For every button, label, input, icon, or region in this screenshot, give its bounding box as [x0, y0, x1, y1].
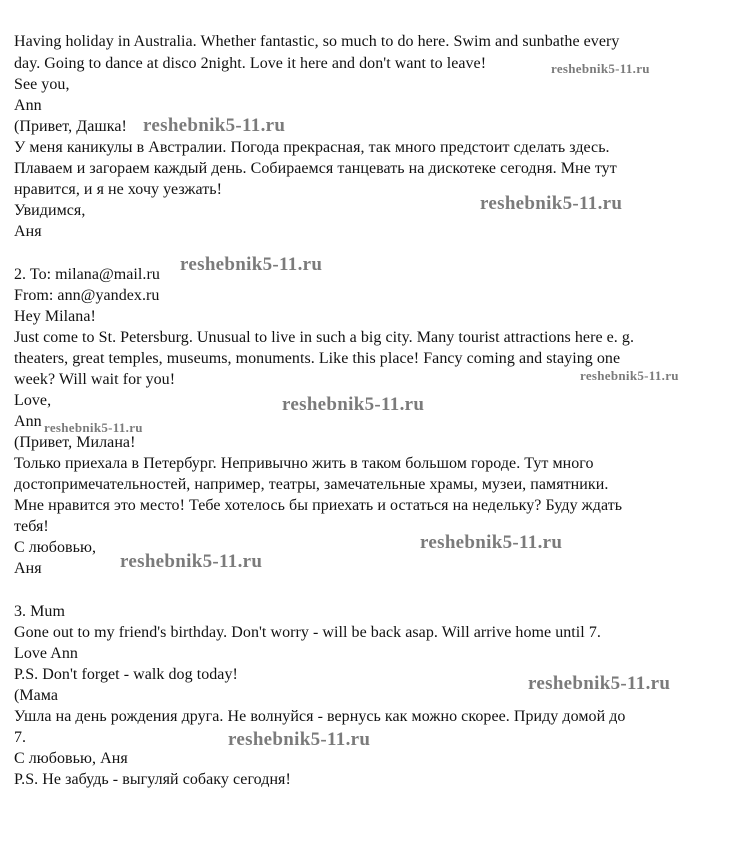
text-line: достопримечательностей, например, театры, замечательные храмы, музеи, памятники. [14, 476, 609, 493]
text-line: Gone out to my friend's birthday. Don't worry - will be back asap. Will arrive home until 7. [14, 624, 601, 641]
watermark: reshebnik5-11.ru [44, 420, 143, 435]
text-line: Just come to St. Petersburg. Unusual to live in such a big city. Many tourist attractions here e. g. [14, 329, 635, 346]
watermark: reshebnik5-11.ru [143, 115, 286, 136]
text-line: Ушла на день рождения друга. Не волнуйся - вернусь как можно скорее. Приду домой до [14, 708, 626, 725]
text-line: P.S. Don't forget - walk dog today! [14, 666, 238, 683]
text-line: theaters, great temples, museums, monuments. Like this place! Fancy coming and staying one [14, 350, 621, 367]
watermark: reshebnik5-11.ru [228, 729, 371, 750]
watermark: reshebnik5-11.ru [120, 551, 263, 572]
text-line: С любовью, Аня [14, 750, 128, 767]
text-line: Ann [14, 413, 42, 430]
text-line: У меня каникулы в Австралии. Погода прекрасная, так много предстоит сделать здесь. [14, 139, 610, 156]
text-line: Только приехала в Петербург. Непривычно жить в таком большом городе. Тут много [14, 455, 594, 472]
text-line: 7. [14, 729, 27, 746]
watermark: reshebnik5-11.ru [528, 673, 671, 694]
text-line: Аня [14, 223, 42, 240]
text-line: From: ann@yandex.ru [14, 287, 160, 304]
watermark: reshebnik5-11.ru [420, 532, 563, 553]
watermark: reshebnik5-11.ru [580, 368, 679, 383]
text-line: Having holiday in Australia. Whether fantastic, so much to do here. Swim and sunbathe every [14, 33, 620, 50]
text-line: (Привет, Милана! [14, 434, 136, 451]
text-line: day. Going to dance at disco 2night. Love it here and don't want to leave! [14, 55, 487, 72]
watermark: reshebnik5-11.ru [282, 394, 425, 415]
watermark: reshebnik5-11.ru [480, 193, 623, 214]
text-line: Love Ann [14, 645, 78, 662]
text-line: тебя! [14, 518, 49, 535]
watermark: reshebnik5-11.ru [180, 254, 323, 275]
text-line: (Мама [14, 687, 59, 704]
text-line: Плаваем и загораем каждый день. Собираемся танцевать на дискотеке сегодня. Мне тут [14, 160, 617, 177]
text-line: Аня [14, 560, 42, 577]
watermark: reshebnik5-11.ru [551, 61, 650, 76]
text-line: See you, [14, 76, 70, 93]
text-line: Мне нравится это место! Тебе хотелось бы приехать и остаться на недельку? Буду ждать [14, 497, 623, 514]
text-line: Hey Milana! [14, 308, 96, 325]
text-line: P.S. Не забудь - выгуляй собаку сегодня! [14, 771, 291, 788]
text-line: С любовью, [14, 539, 97, 556]
section-heading: 2. To: milana@mail.ru [14, 266, 160, 283]
text-line: Увидимся, [14, 202, 86, 219]
text-line: (Привет, Дашка! [14, 118, 127, 135]
text-line: week? Will wait for you! [14, 371, 176, 388]
section-heading: 3. Mum [14, 603, 65, 620]
text-line: Love, [14, 392, 52, 409]
text-line: нравится, и я не хочу уезжать! [14, 181, 223, 198]
text-line: Ann [14, 97, 42, 114]
